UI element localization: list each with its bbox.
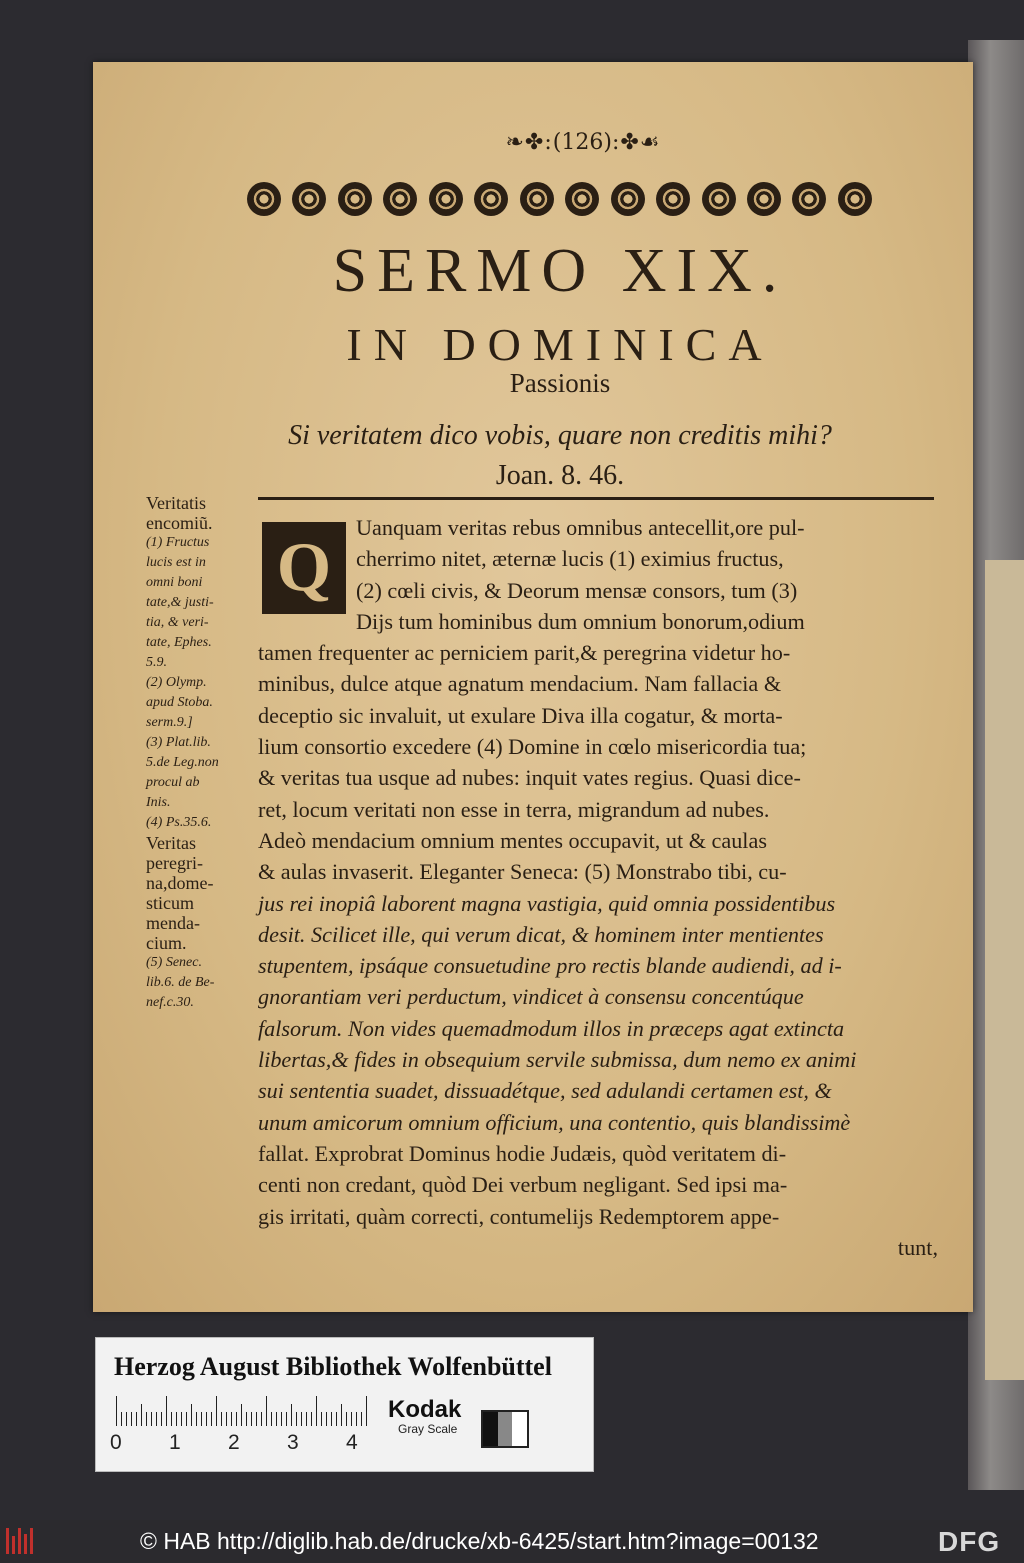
hab-logo-icon <box>6 1528 36 1554</box>
body-line: minibus, dulce atque agnatum mendacium. Nam fallacia & <box>258 671 782 697</box>
ruler-tick <box>366 1396 367 1426</box>
rosette-icon <box>474 182 508 216</box>
body-line: gis irritati, quàm correcti, contumelijs Redemptorem appe- <box>258 1203 780 1229</box>
ruler-tick <box>301 1412 302 1426</box>
body-line: falsorum. Non vides quemadmodum illos in præceps agat extincta <box>258 1015 845 1041</box>
rosette-icon <box>292 182 326 216</box>
body-text <box>258 512 938 1263</box>
dfg-logo: DFG <box>938 1526 1001 1557</box>
body-line: unum amicorum omnium officium, una contentio, quis blandissimè <box>258 1109 851 1135</box>
divider-rule <box>258 497 934 500</box>
scale-number: 1 <box>169 1431 181 1454</box>
scripture-reference: Joan. 8. 46. <box>495 460 625 491</box>
ruler-tick <box>306 1412 307 1426</box>
ruler-tick <box>311 1412 312 1426</box>
margin-note-line: (2) Olymp. <box>146 675 207 690</box>
body-line: (2) cœli civis, & Deorum mensæ consors, tum (3) <box>356 577 798 603</box>
sermon-subtitle: IN DOMINICA <box>346 319 774 370</box>
margin-note-line: Veritatis <box>146 493 206 513</box>
swatch-gray <box>498 1412 513 1446</box>
margin-note-line: peregri- <box>146 853 203 873</box>
margin-note-line: tia, & veri- <box>146 615 209 630</box>
ruler-tick <box>166 1396 167 1426</box>
ruler-tick <box>116 1396 117 1426</box>
margin-note-line: (4) Ps.35.6. <box>146 815 212 830</box>
ruler-tick <box>161 1412 162 1426</box>
scale-number: 2 <box>228 1431 240 1454</box>
margin-note-line: omni boni <box>146 575 203 590</box>
body-line: Adeò mendacium omnium mentes occupavit, ut & caulas <box>258 827 767 853</box>
margin-note-line: na,dome- <box>146 873 214 893</box>
swatch-black <box>483 1412 498 1446</box>
rosette-icon <box>611 182 645 216</box>
margin-note-line: lib.6. de Be- <box>146 975 215 990</box>
margin-note-line: (5) Senec. <box>146 955 202 970</box>
ruler-tick <box>131 1412 132 1426</box>
ruler-tick <box>331 1412 332 1426</box>
body-line: centi non credant, quòd Dei verbum negligant. Sed ipsi ma- <box>258 1172 788 1198</box>
ruler-tick <box>286 1412 287 1426</box>
footer-link[interactable]: © HAB http://diglib.hab.de/drucke/xb-6425/start.htm?image=00132 <box>140 1528 819 1554</box>
ruler-tick <box>266 1396 267 1426</box>
margin-note-line: (1) Fructus <box>146 535 210 550</box>
rosette-icon <box>520 182 554 216</box>
ruler-tick <box>156 1412 157 1426</box>
ruler-tick <box>361 1412 362 1426</box>
color-reference-card <box>95 1337 594 1472</box>
page-number: (126) <box>552 130 612 155</box>
rosette-icon <box>838 182 872 216</box>
rosette-icon <box>702 182 736 216</box>
body-line: sui sententia suadet, dissuadétque, sed adulandi certamen est, & <box>258 1078 832 1104</box>
ruler-tick <box>251 1412 252 1426</box>
margin-note-line: 5.de Leg.non <box>146 755 219 770</box>
body-line: deceptio sic invaluit, ut exulare Diva illa cogatur, & morta- <box>258 702 783 728</box>
rosette-icon <box>338 182 372 216</box>
margin-note-line: serm.9.] <box>146 715 193 730</box>
body-line: lium consortio excedere (4) Domine in cœlo misericordia tua; <box>258 734 807 760</box>
body-line: desit. Scilicet ille, qui verum dicat, & hominem inter mentientes <box>258 921 824 947</box>
margin-note-line: menda- <box>146 913 200 933</box>
body-line: Dijs tum hominibus dum omnium bonorum,odium <box>356 608 805 634</box>
ruler-tick <box>151 1412 152 1426</box>
margin-note-line: apud Stoba. <box>146 695 213 710</box>
margin-note-line: Veritas <box>146 833 196 853</box>
body-line: tamen frequenter ac perniciem parit,& peregrina videtur ho- <box>258 640 791 666</box>
ruler-tick <box>181 1412 182 1426</box>
swatch-white <box>512 1412 527 1446</box>
kodak-logo: Kodak <box>388 1396 462 1423</box>
gray-swatch <box>481 1410 529 1448</box>
margin-note-line: tate, Ephes. <box>146 635 212 650</box>
ruler-tick <box>196 1412 197 1426</box>
rosette-icon <box>429 182 463 216</box>
ruler-tick <box>341 1404 342 1426</box>
sermon-occasion: Passionis <box>509 368 611 398</box>
rosette-icon <box>247 182 281 216</box>
ruler-tick <box>346 1412 347 1426</box>
scale-number: 3 <box>287 1431 299 1454</box>
ornament-left-icon: ❧✤: <box>505 130 553 155</box>
body-line: ret, locum veritati non esse in terra, migrandum ad nubes. <box>258 796 770 822</box>
sermon-title: SERMO XIX. <box>332 237 788 305</box>
margin-note-line: tate,& justi- <box>146 595 214 610</box>
ruler-tick <box>171 1412 172 1426</box>
ruler-tick <box>126 1412 127 1426</box>
rosette-icon <box>747 182 781 216</box>
ruler-tick <box>356 1412 357 1426</box>
adjacent-page-strip <box>985 560 1024 1380</box>
ruler-tick <box>121 1412 122 1426</box>
ruler-tick <box>296 1412 297 1426</box>
ornamental-band <box>247 170 872 228</box>
ruler-tick <box>136 1412 137 1426</box>
margin-note-line: (3) Plat.lib. <box>146 735 211 750</box>
ruler-tick <box>271 1412 272 1426</box>
margin-note-line: encomiũ. <box>146 513 213 533</box>
ruler-tick <box>261 1412 262 1426</box>
margin-note-line: 5.9. <box>146 655 167 670</box>
ruler-tick <box>226 1412 227 1426</box>
margin-note-line: sticum <box>146 893 194 913</box>
page-header <box>498 130 668 155</box>
ruler-tick <box>291 1404 292 1426</box>
ruler-tick <box>336 1412 337 1426</box>
rosette-icon <box>792 182 826 216</box>
body-line: tunt, <box>897 1234 938 1260</box>
margin-note-line: procul ab <box>146 775 200 790</box>
ruler-tick <box>351 1412 352 1426</box>
ruler-tick <box>186 1412 187 1426</box>
body-line: Uanquam veritas rebus omnibus antecellit,ore pul- <box>356 515 805 540</box>
library-name: Herzog August Bibliothek Wolfenbüttel <box>114 1352 552 1381</box>
rosette-icon <box>383 182 417 216</box>
ruler-tick <box>191 1404 192 1426</box>
ruler-tick <box>281 1412 282 1426</box>
ruler-tick <box>141 1404 142 1426</box>
margin-note-line: Inis. <box>146 795 171 810</box>
ruler-tick <box>276 1412 277 1426</box>
ruler-tick <box>246 1412 247 1426</box>
scale-ruler <box>116 1396 366 1426</box>
ruler-tick <box>211 1412 212 1426</box>
ornament-right-icon: :✤☙ <box>611 130 661 155</box>
rosette-icon <box>656 182 690 216</box>
body-line: & veritas tua usque ad nubes: inquit vates regius. Quasi dice- <box>258 765 801 791</box>
body-line: libertas,& fides in obsequium servile submissa, dum nemo ex animi <box>258 1047 857 1073</box>
gray-scale-label: Gray Scale <box>398 1422 458 1436</box>
margin-notes <box>146 493 262 1013</box>
ruler-tick <box>201 1412 202 1426</box>
ruler-tick <box>236 1412 237 1426</box>
ruler-tick <box>231 1412 232 1426</box>
margin-note-line: cium. <box>146 933 187 953</box>
ruler-tick <box>206 1412 207 1426</box>
ruler-tick <box>176 1412 177 1426</box>
ruler-tick <box>256 1412 257 1426</box>
scripture-motto: Si veritatem dico vobis, quare non creditis mihi? <box>288 420 832 451</box>
scale-number: 0 <box>110 1431 122 1454</box>
ruler-tick <box>221 1412 222 1426</box>
body-line: cherrimo nitet, æternæ lucis (1) eximius fructus, <box>356 546 784 572</box>
body-line: fallat. Exprobrat Dominus hodie Judæis, quòd veritatem di- <box>258 1140 787 1166</box>
rosette-icon <box>565 182 599 216</box>
margin-note-line: lucis est in <box>146 555 206 570</box>
ruler-tick <box>216 1396 217 1426</box>
body-line: jus rei inopiâ laborent magna vastigia, quid omnia possidentibus <box>258 890 836 916</box>
ruler-tick <box>326 1412 327 1426</box>
margin-note-line: nef.c.30. <box>146 995 194 1010</box>
body-line: gnorantiam veri perductum, vindicet à consensu concentúque <box>258 984 804 1010</box>
body-line: stupentem, ipsáque consuetudine pro rectis blande audiendi, ad i- <box>258 953 842 979</box>
ruler-tick <box>241 1404 242 1426</box>
ruler-tick <box>316 1396 317 1426</box>
drop-capital-letter: Q <box>276 529 332 606</box>
ruler-tick <box>146 1412 147 1426</box>
ruler-tick <box>321 1412 322 1426</box>
scale-number: 4 <box>346 1431 358 1454</box>
body-line: & aulas invaserit. Eleganter Seneca: (5) Monstrabo tibi, cu- <box>258 859 787 885</box>
